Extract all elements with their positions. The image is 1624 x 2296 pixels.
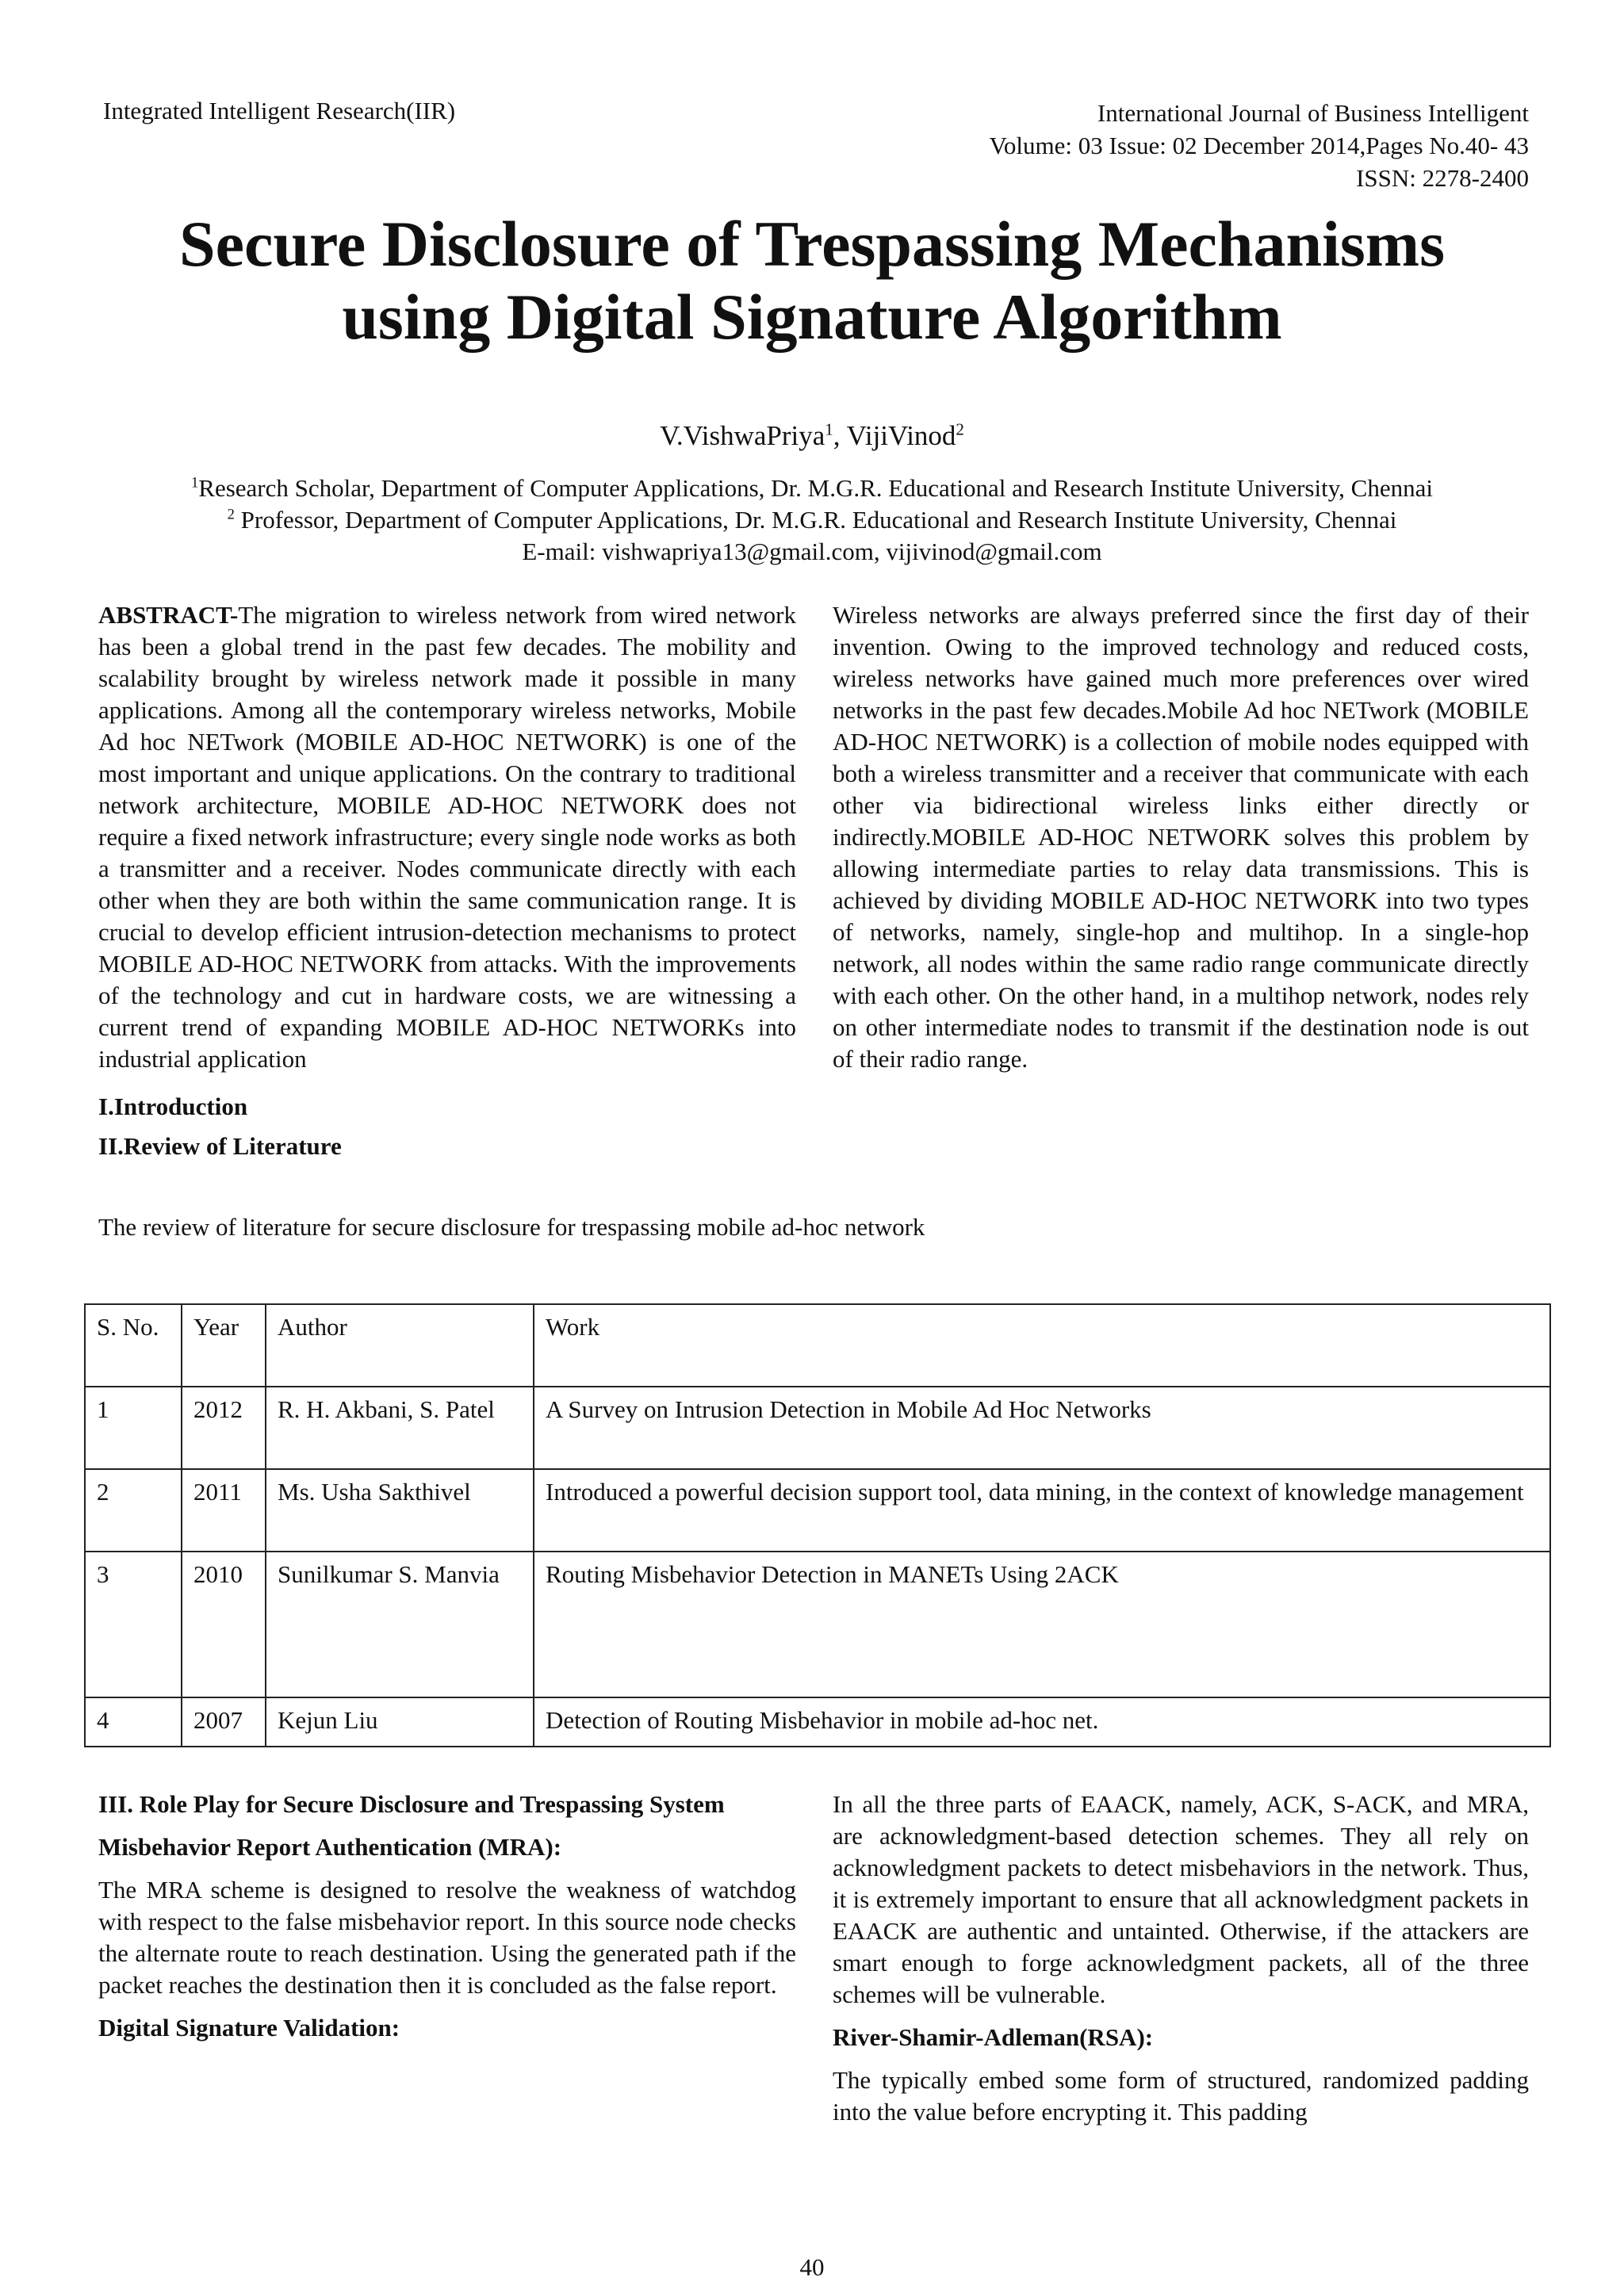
table-cell: A Survey on Intrusion Detection in Mobile Ad Hoc Networks — [534, 1387, 1550, 1469]
affiliation-2 — [0, 504, 1624, 536]
left-column-upper — [98, 599, 796, 1162]
affiliation-1-text: Research Scholar, Department of Computer Applications, Dr. M.G.R. Educational and Research Institute University, Chennai — [198, 474, 1433, 502]
abstract-text: The migration to wireless network from wired network has been a global trend in the past few decades. The mobility and scalability brought by wireless network made it possible in many applications. Among all the contemporary wireless networks, Mobile Ad hoc NETwork (MOBILE AD-HOC NETWORK) is one of the most important and unique applications. On the contrary to traditional network architecture, MOBILE AD-HOC NETWORK does not require a fixed network infrastructure; every single node works as both a transmitter and a receiver. Nodes communicate directly with each other when they are both within the same communication range. It is crucial to develop efficient intrusion-detection mechanisms to protect MOBILE AD-HOC NETWORK from attacks. With the improvements of the technology and cut in hardware costs, we are witnessing a current trend of expanding MOBILE AD-HOC NETWORKs into industrial application — [98, 601, 796, 1073]
rsa-heading: River-Shamir-Adleman(RSA): — [833, 2023, 1154, 2051]
author-2-sup: 2 — [956, 419, 964, 439]
email-line: E-mail: vishwapriya13@gmail.com, vijivinod@gmail.com — [522, 538, 1102, 565]
right-column-upper — [833, 599, 1529, 1075]
author-separator: , — [833, 420, 847, 451]
page-number: 40 — [799, 2253, 825, 2281]
table-cell: Kejun Liu — [266, 1697, 534, 1747]
header-cell: S. No. — [85, 1304, 182, 1387]
author-1-sup: 1 — [825, 419, 833, 439]
title-line-2: using Digital Signature Algorithm — [342, 281, 1282, 353]
table-cell: 4 — [85, 1697, 182, 1747]
title-line-1: Secure Disclosure of Trespassing Mechanisms — [179, 208, 1445, 280]
affiliation-2-text: Professor, Department of Computer Applications, Dr. M.G.R. Educational and Research Institute University, Chennai — [234, 506, 1397, 534]
table-cell: Routing Misbehavior Detection in MANETs Using 2ACK — [534, 1552, 1550, 1697]
table-header-row — [85, 1304, 1550, 1387]
table-cell: 2012 — [182, 1387, 266, 1469]
affiliations — [0, 473, 1624, 568]
table-cell: Sunilkumar S. Manvia — [266, 1552, 534, 1697]
table-cell: 2007 — [182, 1697, 266, 1747]
table-row — [85, 1469, 1550, 1552]
paper-title — [79, 208, 1545, 354]
table-row — [85, 1387, 1550, 1469]
affiliation-2-sup: 2 — [227, 506, 235, 523]
journal-name: International Journal of Business Intelligent — [1097, 99, 1529, 127]
table-cell: 3 — [85, 1552, 182, 1697]
abstract-label: ABSTRACT- — [98, 601, 239, 629]
table-cell: Ms. Usha Sakthivel — [266, 1469, 534, 1552]
affiliation-1 — [0, 473, 1624, 504]
abstract — [98, 599, 796, 1075]
section-3-heading: III. Role Play for Secure Disclosure and Trespassing System — [98, 1790, 725, 1818]
dsv-heading: Digital Signature Validation: — [98, 2014, 400, 2042]
author-list — [0, 420, 1624, 452]
affiliation-1-sup: 1 — [190, 474, 199, 492]
left-column-lower — [98, 1789, 796, 2044]
mra-paragraph: The MRA scheme is designed to resolve the weakness of watchdog with respect to the false misbehavior report. In this source node checks the alternate route to reach destination. Using the generated path if the packet reaches the destination then it is concluded as the false report. — [98, 1876, 796, 1999]
table-row — [85, 1697, 1550, 1747]
table-cell: 2 — [85, 1469, 182, 1552]
author-1: V.VishwaPriya — [660, 420, 825, 451]
table-row — [85, 1552, 1550, 1697]
review-text: The review of literature for secure disclosure for trespassing mobile ad-hoc network — [98, 1213, 925, 1241]
right-column-lower — [833, 1789, 1529, 2128]
table-cell: Introduced a powerful decision support tool, data mining, in the context of knowledge management — [534, 1469, 1550, 1552]
table-cell: 2011 — [182, 1469, 266, 1552]
rsa-paragraph: The typically embed some form of structured, randomized padding into the value before encrypting it. This padding — [833, 2066, 1529, 2126]
literature-table — [84, 1303, 1551, 1747]
table-cell: 2010 — [182, 1552, 266, 1697]
header-cell: Year — [182, 1304, 266, 1387]
header-right — [990, 97, 1529, 194]
table-cell: R. H. Akbani, S. Patel — [266, 1387, 534, 1469]
issn: ISSN: 2278-2400 — [1356, 164, 1529, 192]
header-cell: Author — [266, 1304, 534, 1387]
section-introduction-heading: I.Introduction — [98, 1093, 248, 1120]
section-review-heading: II.Review of Literature — [98, 1132, 342, 1160]
header-cell: Work — [534, 1304, 1550, 1387]
intro-paragraph: Wireless networks are always preferred since the first day of their invention. Owing to the improved technology and reduced costs, wireless networks have gained much more preferences over wired networks in the past few decades.Mobile Ad hoc NETwork (MOBILE AD-HOC NETWORK) is a collection of mobile nodes equipped with both a wireless transmitter and a receiver that communicate with each other via bidirectional wireless links either directly or indirectly.MOBILE AD-HOC NETWORK solves this problem by allowing intermediate parties to relay data transmissions. This is achieved by dividing MOBILE AD-HOC NETWORK into two types of networks, namely, single-hop and multihop. In a single-hop network, all nodes within the same radio range communicate directly with each other. On the other hand, in a multihop network, nodes rely on other intermediate nodes to transmit if the destination node is out of their radio range. — [833, 601, 1529, 1073]
mra-heading: Misbehavior Report Authentication (MRA): — [98, 1833, 562, 1861]
header-left: Integrated Intelligent Research(IIR) — [103, 97, 456, 124]
volume-info: Volume: 03 Issue: 02 December 2014,Pages No.40- 43 — [989, 132, 1529, 159]
table-cell: 1 — [85, 1387, 182, 1469]
eaack-paragraph: In all the three parts of EAACK, namely, ACK, S-ACK, and MRA, are acknowledgment-based detection schemes. They all rely on acknowledgment packets to detect misbehaviors in the network. Thus, it is extremely important to ensure that all acknowledgment packets in EAACK are authentic and untainted. Otherwise, if the attackers are smart enough to forge acknowledgment packets, all of the three schemes will be vulnerable. — [833, 1790, 1529, 2008]
table-cell: Detection of Routing Misbehavior in mobile ad-hoc net. — [534, 1697, 1550, 1747]
author-2: VijiVinod — [846, 420, 956, 451]
